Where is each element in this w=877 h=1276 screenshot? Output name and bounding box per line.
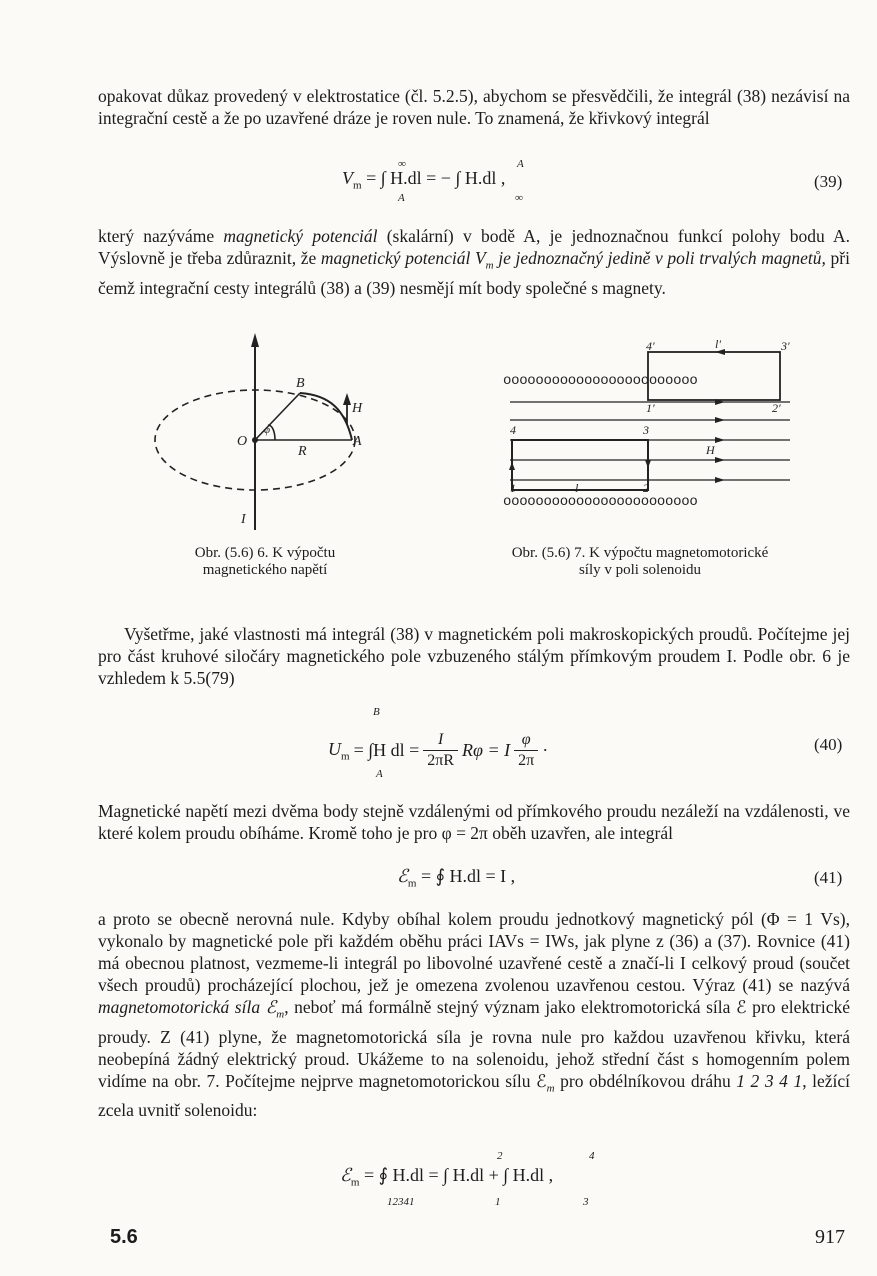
p5-term-mmf: magnetomotorická síla ℰ — [98, 997, 277, 1017]
figure-7-caption — [440, 545, 840, 579]
fig6-label-R: R — [298, 444, 307, 459]
fig7-label-1: 1 — [510, 481, 516, 495]
fig7-inner-path — [512, 440, 648, 490]
fig6-caption-line-1: Obr. (5.6) 6. K výpočtu — [194, 545, 336, 561]
p5-term-sub: m — [276, 1008, 285, 1021]
eq42-lim-loop: 12341 — [387, 1196, 415, 1208]
eq40-sub: m — [341, 750, 350, 763]
fig7-arrow-line-5 — [715, 477, 725, 483]
fig7-arrow-line-3 — [715, 437, 725, 443]
eq41-sub: m — [407, 877, 417, 890]
eq40-integral: = ∫H dl = — [353, 740, 420, 760]
fig6-origin-dot — [252, 437, 258, 443]
fig6-H-arrowhead — [343, 393, 351, 405]
p2-text-g: při čemž integrační cesty integrálů (38) a (39) nesmějí mít body společné s magnety. — [98, 248, 850, 298]
paragraph-potential — [98, 225, 850, 299]
figure-6-diagram — [140, 325, 380, 535]
p5-text-a: a proto se obecně nerovná nule. Kdyby obíhal kolem proudu jednotkový magnetický pól (Φ = 1 Vs), vykonalo by magnetické pole při každém oběhu práci IAVs = IWs, jak plyne z (36) a (37). Rovnice (41) má obecnou platnost, vezmeme-li integrál po libovolné uzavřené cestě a značí-li I celkový proud (součet všech proudů) procházející plochou, jež je omezena zvolenou uzavřenou cestou. Výraz (41) se nazývá — [98, 909, 850, 995]
eq42-lim-lower-1: 1 — [495, 1196, 501, 1208]
eq40-frac2-num: φ — [521, 731, 531, 748]
p2-emph-2: je jednoznačný jedině v poli trvalých magnetů, — [493, 248, 826, 268]
eq39-body: = ∫ H.dl = − ∫ H.dl , — [366, 168, 506, 188]
fig7-label-4p: 4' — [646, 340, 655, 353]
p2-text-c: (skalární) v bodě A, je jednoznačnou funkcí polohy bodu A. Výslovně je třeba zdůraznit, že — [98, 226, 850, 268]
equation-41 — [397, 866, 515, 890]
section-number: 5.6 — [110, 1226, 138, 1248]
fig6-label-B: B — [296, 376, 305, 391]
p5-text-f: pro obdélníkovou dráhu — [554, 1070, 737, 1091]
eq41-body: = ∮ H.dl = I , — [420, 866, 516, 886]
equation-40 — [328, 730, 548, 771]
fig7-top-winding: oooooooooooooooooooooooo — [503, 373, 698, 389]
p2-text-a: který nazýváme — [98, 226, 224, 246]
eq39-lim-lower-1: A — [398, 192, 405, 204]
fig6-radius-OB — [255, 393, 300, 440]
equation-41-number: (41) — [814, 868, 843, 887]
p2-term-potential: magnetický potenciál — [223, 226, 378, 246]
fig7-bottom-winding: oooooooooooooooooooooooo — [503, 494, 698, 510]
fig7-label-lp: l' — [715, 340, 721, 351]
eq40-lim-upper: B — [373, 706, 380, 718]
eq40-mid: Rφ = I — [462, 740, 511, 760]
paragraph-intro: opakovat důkaz provedený v elektrostatice (čl. 5.2.5), abychom se přesvědčili, že integrál (38) nezávisí na integrační cestě a že po uzavřené dráze je roven nule. To znamená, že křivkový integrál — [98, 86, 850, 128]
fig7-caption-line-1: Obr. (5.6) 7. K výpočtu magnetomotorické — [511, 545, 769, 561]
eq42-sub: m — [350, 1176, 360, 1189]
fig7-label-l: l — [575, 481, 579, 495]
p2-emph-1: magnetický potenciál V — [320, 248, 486, 268]
fig7-label-4: 4 — [510, 423, 516, 437]
fig6-label-A: A — [353, 434, 362, 449]
eq40-lim-lower: A — [376, 768, 383, 780]
figure-6-caption — [140, 545, 390, 579]
fig6-axis-arrowhead — [251, 333, 259, 347]
eq42-lim-lower-2: 3 — [583, 1196, 589, 1208]
fig6-label-I: I — [241, 512, 246, 527]
p5-text-h: , ležící zcela uvnitř solenoidu: — [98, 1070, 851, 1120]
fig7-arrow-path-right — [645, 460, 651, 468]
paragraph-macroscopic: Vyšetřme, jaké vlastnosti má integrál (38) v magnetickém poli makroskopických proudů. Počítejme jej pro část kruhové siločáry magnetického pole vzbuzeného stálým přímkovým proudem I. Podle obr. 6 je vzhledem k 5.5(79) — [98, 624, 850, 688]
equation-40-number: (40) — [814, 735, 843, 754]
fig7-label-3p: 3' — [781, 340, 790, 353]
eq41-lhs: ℰ — [397, 866, 408, 886]
p5-text-d: , neboť má formálně stejný význam jako elektromotorická síla ℰ pro elektrické proudy. Z (41) plyne, že magnetomotorická síla je rovna nule pro každou uzavřenou křivku, která neobepíná žádný elektrický proud. Ukážeme to na solenoidu, jehož střední část s homogenním polem vidíme na obr. 7. Počítejme nejprve magnetomotorickou sílu ℰ — [98, 997, 851, 1091]
fig7-caption-line-2: síly v poli solenoidu — [578, 562, 702, 578]
fig7-label-2: 2 — [643, 481, 649, 495]
eq40-frac1-num: I — [438, 731, 444, 748]
eq39-lim-upper-2: A — [517, 158, 524, 170]
fig7-label-3: 3 — [643, 423, 649, 437]
eq39-lim-upper-1: ∞ — [398, 158, 406, 170]
eq42-lim-upper-2: 4 — [589, 1150, 595, 1162]
page-number: 917 — [815, 1226, 845, 1248]
eq42-body: = ∮ H.dl = ∫ H.dl + ∫ H.dl , — [363, 1165, 554, 1185]
eq40-frac2-den: 2π — [514, 750, 538, 771]
p5-path-numbers: 1 2 3 4 1 — [736, 1070, 803, 1091]
paragraph-magnetic-voltage: Magnetické napětí mezi dvěma body stejně vzdálenými od přímkového proudu nezáleží na vzdálenosti, ve které kolem proudu obíháme. Kromě toho je pro φ = 2π oběh uzavřen, ale integrál — [98, 801, 850, 843]
equation-39 — [342, 168, 505, 192]
eq40-end: · — [542, 740, 549, 760]
fig6-label-H: H — [352, 401, 363, 416]
fig7-arrow-line-4 — [715, 457, 725, 463]
figure-7-diagram — [500, 340, 800, 515]
paragraph-mmf — [98, 908, 850, 1121]
fig6-caption-line-2: magnetického napětí — [202, 562, 328, 578]
fig6-label-O: O — [237, 434, 248, 449]
eq39-sub: m — [353, 179, 362, 192]
eq40-lhs: U — [328, 738, 341, 759]
equation-39-number: (39) — [814, 172, 843, 191]
p5-sub-2: m — [546, 1082, 555, 1094]
fig7-arrow-line-2 — [715, 417, 725, 423]
eq40-frac1-den: 2πR — [423, 750, 458, 771]
fig7-label-H: H — [706, 443, 715, 457]
eq42-lim-upper-1: 2 — [497, 1150, 503, 1162]
equation-mmf-rectangle — [340, 1165, 553, 1189]
eq42-lhs: ℰ — [340, 1165, 351, 1185]
fig7-label-2p: 2' — [772, 401, 781, 415]
fig6-label-phi: φ — [264, 424, 271, 436]
eq39-lim-lower-2: ∞ — [515, 192, 523, 204]
eq39-lhs: V — [342, 168, 353, 188]
fig7-arrow-path-left — [509, 462, 515, 470]
p2-emph-sub: m — [485, 259, 494, 272]
fig7-label-1p: 1' — [646, 401, 655, 415]
